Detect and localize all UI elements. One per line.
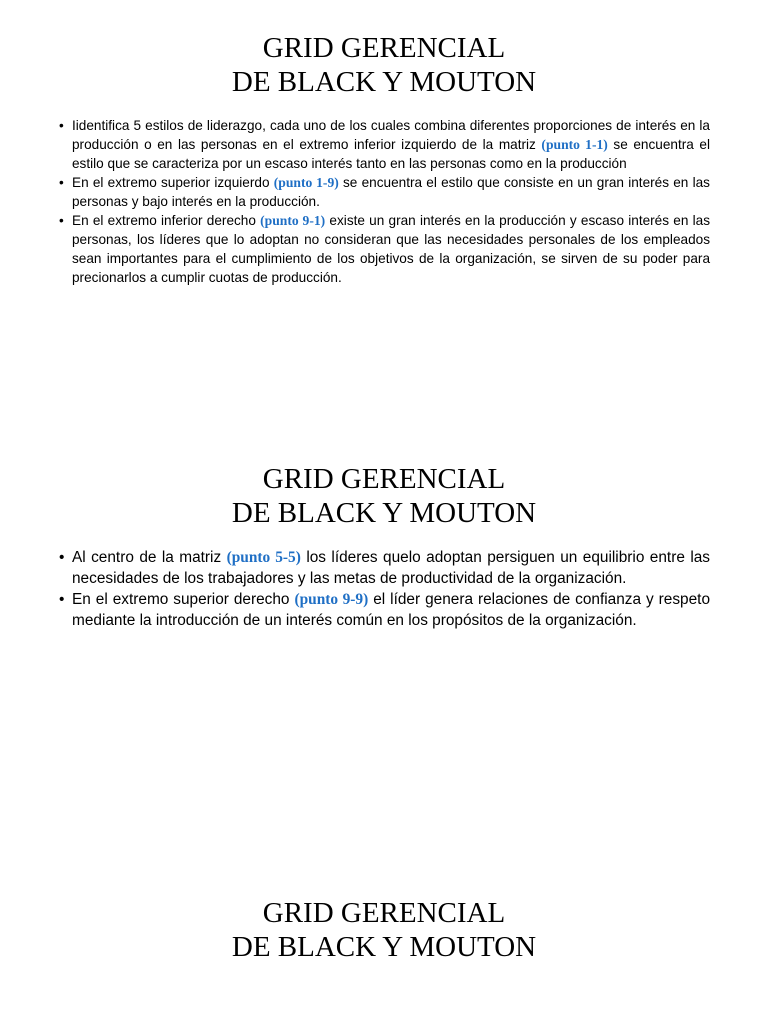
bullet-text: En el extremo superior izquierdo (72, 175, 274, 190)
title-line-2: DE BLACK Y MOUTON (231, 931, 537, 963)
bullet-item (72, 547, 710, 589)
bullet-text: Al centro de la matriz (72, 549, 227, 566)
bullet-text: En el extremo superior derecho (72, 591, 295, 608)
bullet-item (72, 173, 710, 211)
bullet-text: existe un gran interés en la producción y escaso interés en las personas, los líderes que lo adoptan no consideran que las necesidades personales de los empleados sean importantes para el cumplimiento de los objetivos de la organización, se sirven de su poder para precionarlos a cumplir cuotas de producción. (72, 213, 711, 285)
bullet-item (72, 589, 710, 631)
title-line-1: GRID GERENCIAL (262, 463, 506, 495)
slide-3 (0, 880, 768, 964)
matrix-point-reference: (punto 5-5) (226, 549, 301, 566)
title-line-2: DE BLACK Y MOUTON (231, 497, 537, 529)
title-line-1: GRID GERENCIAL (262, 897, 506, 929)
bullet-text: los líderes quelo adoptan persiguen un equilibrio entre las necesidades de los trabajadores y las metas de productividad de la organización. (72, 549, 710, 587)
bullet-text: Iidentifica 5 estilos de liderazgo, cada uno de los cuales combina diferentes proporciones de interés en la producción o en las personas en el extremo inferior izquierdo de la matriz (72, 118, 710, 152)
matrix-point-reference: (punto 9-9) (294, 591, 369, 608)
matrix-point-reference: (punto 9-1) (260, 213, 326, 228)
matrix-point-reference: (punto 1-9) (273, 175, 339, 190)
title-line-1: GRID GERENCIAL (262, 32, 506, 64)
bullet-text: se encuentra el estilo que se caracteriza por un escaso interés tanto en las personas como en la producción (72, 137, 711, 171)
slide-title (0, 0, 768, 99)
bullet-list (72, 116, 710, 287)
bullet-item (72, 116, 710, 173)
matrix-point-reference: (punto 1-1) (541, 137, 608, 152)
title-line-2: DE BLACK Y MOUTON (231, 66, 537, 98)
slide-title (0, 448, 768, 530)
bullet-text: el líder genera relaciones de confianza y respeto mediante la introducción de un interés común en los propósitos de la organización. (72, 591, 710, 629)
slide-title (0, 880, 768, 964)
slide-1 (0, 0, 768, 287)
slide-2 (0, 448, 768, 631)
bullet-item (72, 211, 710, 287)
bullet-list (72, 547, 710, 631)
bullet-text: En el extremo inferior derecho (72, 213, 261, 228)
bullet-text: se encuentra el estilo que consiste en un gran interés en las personas y bajo interés en la producción. (72, 175, 710, 209)
